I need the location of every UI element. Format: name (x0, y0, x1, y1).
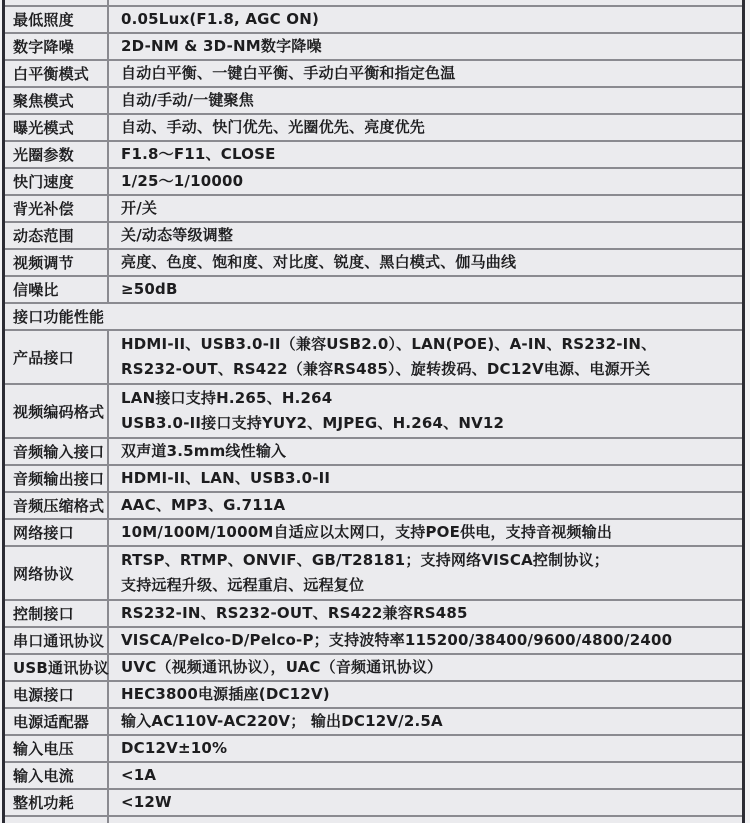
spec-value: 输入AC110V-AC220V； 输出DC12V/2.5A (121, 712, 443, 730)
spec-value-cell (109, 682, 742, 707)
spec-value-cell (109, 547, 742, 599)
spec-value: F1.8～F11、CLOSE (121, 145, 276, 163)
spec-value: RS232-OUT、RS422（兼容RS485）、旋转拨码、DC12V电源、电源开关 (121, 360, 651, 378)
spec-label: 控制接口 (13, 605, 74, 623)
spec-label-cell (5, 790, 109, 815)
spec-label-cell (5, 115, 109, 140)
spec-value: DC12V±10% (121, 739, 228, 757)
table-row (5, 7, 742, 34)
table-row (5, 250, 742, 277)
spec-value-cell (109, 142, 742, 167)
spec-value: 2D-NM & 3D-NM数字降噪 (121, 37, 322, 55)
spec-value-cell (109, 520, 742, 545)
spec-label: 音频输出接口 (13, 470, 105, 488)
spec-label: 输入电压 (13, 740, 74, 758)
table-row (5, 88, 742, 115)
spec-label: 视频调节 (13, 254, 74, 272)
spec-label: 最低照度 (13, 11, 74, 29)
partial-row-top (5, 0, 742, 7)
spec-value-cell (109, 115, 742, 140)
spec-value: HEC3800电源插座(DC12V) (121, 685, 330, 703)
spec-value-cell (109, 196, 742, 221)
spec-value-cell (109, 223, 742, 248)
spec-value: 自动白平衡、一键白平衡、手动白平衡和指定色温 (121, 64, 456, 82)
spec-value-cell (109, 601, 742, 626)
spec-value-cell (109, 385, 742, 437)
section-header-row (5, 304, 742, 331)
spec-value: UVC（视频通讯协议），UAC（音频通讯协议） (121, 658, 443, 676)
table-row (5, 385, 742, 439)
spec-label-cell (5, 655, 109, 680)
spec-label-cell (5, 142, 109, 167)
spec-label: 聚焦模式 (13, 92, 74, 110)
spec-table-rows (5, 7, 742, 817)
spec-value-cell (109, 34, 742, 59)
table-row (5, 736, 742, 763)
table-row (5, 655, 742, 682)
spec-label: 快门速度 (13, 173, 74, 191)
table-row (5, 331, 742, 385)
spec-value: 双声道3.5mm线性输入 (121, 442, 287, 460)
spec-value-cell (109, 736, 742, 761)
spec-label-cell (5, 493, 109, 518)
spec-label-cell (5, 466, 109, 491)
spec-label-cell (5, 331, 109, 383)
table-row (5, 520, 742, 547)
spec-label: 整机功耗 (13, 794, 74, 812)
spec-label-cell (5, 601, 109, 626)
spec-label: 网络接口 (13, 524, 74, 542)
spec-value: USB3.0-II接口支持YUY2、MJPEG、H.264、NV12 (121, 414, 505, 432)
spec-value: 自动/手动/一键聚焦 (121, 91, 254, 109)
spec-label-cell (5, 736, 109, 761)
spec-label-cell (5, 61, 109, 86)
spec-value-cell (109, 655, 742, 680)
spec-label-cell (5, 547, 109, 599)
spec-value: VISCA/Pelco-D/Pelco-P；支持波特率115200/38400/9600/4800/2400 (121, 631, 673, 649)
spec-value: RTSP、RTMP、ONVIF、GB/T28181；支持网络VISCA控制协议； (121, 551, 609, 569)
spec-table (2, 0, 745, 823)
table-row (5, 790, 742, 817)
spec-label: 电源适配器 (13, 713, 90, 731)
spec-label: USB通讯协议 (13, 659, 109, 677)
table-row (5, 709, 742, 736)
table-row (5, 277, 742, 304)
spec-label: 串口通讯协议 (13, 632, 105, 650)
spec-value: <1A (121, 766, 157, 784)
table-row (5, 34, 742, 61)
spec-label-cell (5, 709, 109, 734)
spec-value: 1/25～1/10000 (121, 172, 244, 190)
partial-value-cell (109, 817, 742, 823)
spec-label-cell (5, 439, 109, 464)
spec-value: <12W (121, 793, 172, 811)
section-title: 接口功能性能 (13, 308, 105, 326)
spec-label: 产品接口 (13, 348, 74, 367)
spec-value-cell (109, 169, 742, 194)
table-row (5, 61, 742, 88)
spec-label: 信噪比 (13, 281, 59, 299)
table-row (5, 601, 742, 628)
spec-value-cell (109, 7, 742, 32)
table-row (5, 763, 742, 790)
partial-row-bottom (5, 817, 742, 823)
spec-value: 关/动态等级调整 (121, 226, 234, 244)
spec-value: 亮度、色度、饱和度、对比度、锐度、黑白模式、伽马曲线 (121, 253, 517, 271)
table-row (5, 439, 742, 466)
spec-value-cell (109, 493, 742, 518)
spec-label: 网络协议 (13, 564, 74, 583)
spec-label: 音频压缩格式 (13, 497, 105, 515)
spec-label: 曝光模式 (13, 119, 74, 137)
spec-label-cell (5, 34, 109, 59)
spec-value-cell (109, 331, 742, 383)
table-row (5, 466, 742, 493)
spec-value: 开/关 (121, 199, 158, 217)
table-row (5, 628, 742, 655)
spec-value: RS232-IN、RS232-OUT、RS422兼容RS485 (121, 604, 468, 622)
spec-value-cell (109, 790, 742, 815)
spec-value: 支持远程升级、远程重启、远程复位 (121, 576, 365, 594)
spec-value: ≥50dB (121, 280, 178, 298)
spec-value: LAN接口支持H.265、H.264 (121, 389, 333, 407)
spec-value: 自动、手动、快门优先、光圈优先、亮度优先 (121, 118, 426, 136)
spec-label: 光圈参数 (13, 146, 74, 164)
spec-label: 数字降噪 (13, 38, 74, 56)
spec-value-cell (109, 61, 742, 86)
spec-value-cell (109, 709, 742, 734)
spec-label-cell (5, 628, 109, 653)
spec-value: 10M/100M/1000M自适应以太网口，支持POE供电，支持音视频输出 (121, 523, 613, 541)
spec-label: 音频输入接口 (13, 443, 105, 461)
table-row (5, 196, 742, 223)
spec-value: AAC、MP3、G.711A (121, 496, 286, 514)
spec-label: 白平衡模式 (13, 65, 90, 83)
partial-value-cell (109, 0, 742, 5)
spec-value-cell (109, 277, 742, 302)
table-row (5, 115, 742, 142)
spec-label-cell (5, 277, 109, 302)
table-row (5, 493, 742, 520)
partial-label-cell (5, 0, 109, 5)
spec-label-cell (5, 385, 109, 437)
spec-label-cell (5, 7, 109, 32)
table-row (5, 547, 742, 601)
spec-label: 背光补偿 (13, 200, 74, 218)
spec-value-cell (109, 466, 742, 491)
spec-label-cell (5, 169, 109, 194)
spec-label-cell (5, 520, 109, 545)
spec-value: 0.05Lux(F1.8, AGC ON) (121, 10, 320, 28)
partial-label-cell (5, 817, 109, 823)
spec-label-cell (5, 763, 109, 788)
spec-label-cell (5, 88, 109, 113)
table-row (5, 169, 742, 196)
spec-value: HDMI-II、USB3.0-II（兼容USB2.0）、LAN(POE)、A-IN、RS232-IN、 (121, 335, 657, 353)
spec-value-cell (109, 88, 742, 113)
spec-value-cell (109, 250, 742, 275)
spec-label-cell (5, 196, 109, 221)
spec-label: 输入电流 (13, 767, 74, 785)
table-row (5, 142, 742, 169)
spec-label-cell (5, 250, 109, 275)
spec-label-cell (5, 682, 109, 707)
table-row (5, 682, 742, 709)
spec-label: 视频编码格式 (13, 402, 105, 421)
spec-value-cell (109, 763, 742, 788)
spec-value-cell (109, 439, 742, 464)
spec-value-cell (109, 628, 742, 653)
table-row (5, 223, 742, 250)
spec-label-cell (5, 223, 109, 248)
spec-value: HDMI-II、LAN、USB3.0-II (121, 469, 331, 487)
spec-label: 电源接口 (13, 686, 74, 704)
spec-label: 动态范围 (13, 227, 74, 245)
